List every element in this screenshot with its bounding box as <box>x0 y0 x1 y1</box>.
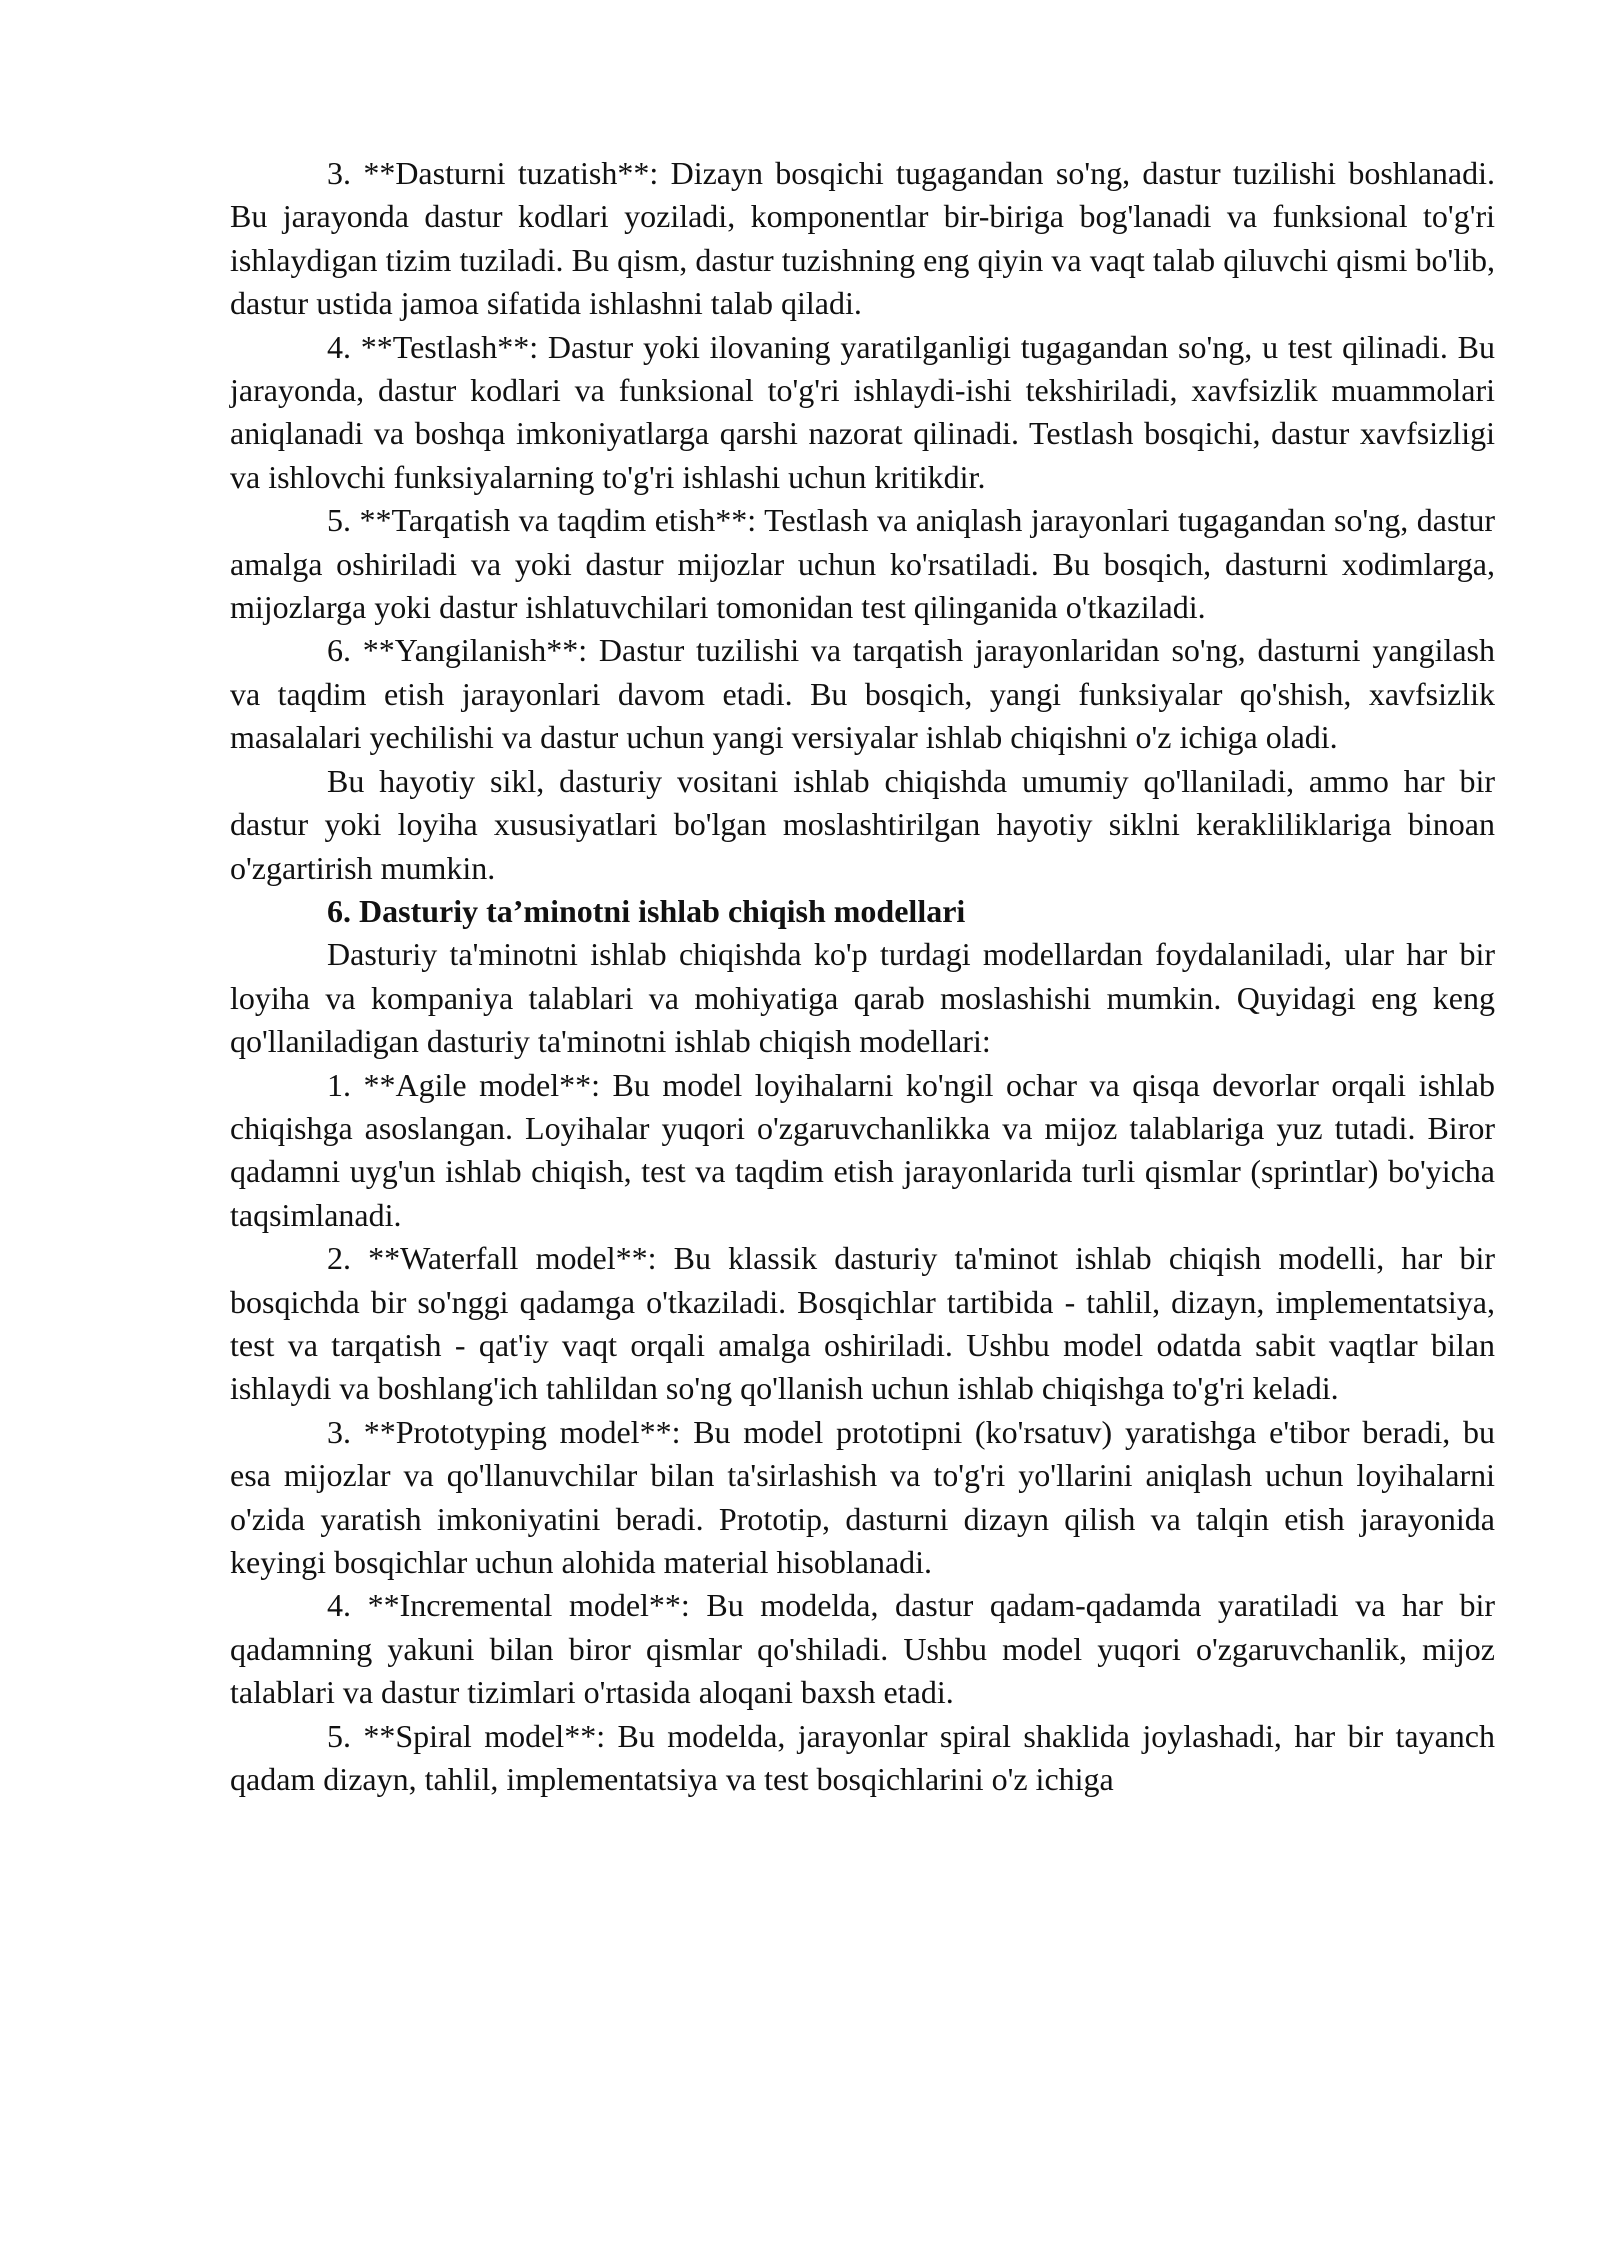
paragraph-stage-3-coding: 3. **Dasturni tuzatish**: Dizayn bosqichi tugagandan so'ng, dastur tuzilishi boshlanadi. Bu jarayonda dastur kodlari yoziladi, komponentlar bir-biriga bog'lanadi va funksional to'g'ri ishlaydigan tizim tuziladi. Bu qism, dastur tuzishning eng qiyin va vaqt talab qiluvchi qismi bo'lib, dastur ustida jamoa sifatida ishlashni talab qiladi. <box>230 155 1495 322</box>
document-page <box>230 152 1495 1801</box>
paragraph-spiral-model: 5. **Spiral model**: Bu modelda, jarayonlar spiral shaklida joylashadi, har bir tayanch qadam dizayn, tahlil, implementatsiya va test bosqichlarini o'z ichiga <box>230 1717 1495 1798</box>
paragraph-lifecycle-summary: Bu hayotiy sikl, dasturiy vositani ishlab chiqishda umumiy qo'llaniladi, ammo har bir dastur yoki loyiha xususiyatlari bo'lgan moslashtirilgan hayotiy siklni kerakliliklariga binoan o'zgartirish mumkin. <box>230 762 1495 886</box>
paragraph-waterfall-model: 2. **Waterfall model**: Bu klassik dasturiy ta'minot ishlab chiqish modelli, har bir bosqichda bir so'nggi qadamga o'tkaziladi. Bosqichlar tartibida - tahlil, dizayn, implementatsiya, test va tarqatish - qat'iy vaqt orqali amalga oshiriladi. Ushbu model odatda sabit vaqtlar bilan ishlaydi va boshlang'ich tahlildan so'ng qo'llanish uchun ishlab chiqishga to'g'ri keladi. <box>230 1240 1495 1407</box>
paragraph-stage-6-updating: 6. **Yangilanish**: Dastur tuzilishi va tarqatish jarayonlaridan so'ng, dasturni yangilash va taqdim etish jarayonlari davom etadi. Bu bosqich, yangi funksiyalar qo'shish, xavfsizlik masalalari yechilishi va dastur uchun yangi versiyalar ishlab chiqishni o'z ichiga oladi. <box>230 632 1495 756</box>
paragraph-models-intro: Dasturiy ta'minotni ishlab chiqishda ko'p turdagi modellardan foydalaniladi, ular har bir loyiha va kompaniya talablari va mohiyatiga qarab moslashishi mumkin. Quyidagi eng keng qo'llaniladigan dasturiy ta'minotni ishlab chiqish modellari: <box>230 936 1495 1060</box>
paragraph-agile-model: 1. **Agile model**: Bu model loyihalarni ko'ngil ochar va qisqa devorlar orqali ishlab chiqishga asoslangan. Loyihalar yuqori o'zgaruvchanlikka va mijoz talablariga yuz tutadi. Biror qadamni uyg'un ishlab chiqish, test va taqdim etish jarayonlarida turli qismlar (sprintlar) bo'yicha taqsimlanadi. <box>230 1066 1495 1233</box>
section-heading: 6. Dasturiy ta’minotni ishlab chiqish modellari <box>327 892 966 929</box>
paragraph-incremental-model: 4. **Incremental model**: Bu modelda, dastur qadam-qadamda yaratiladi va har bir qadamning yakuni bilan biror qismlar qo'shiladi. Ushbu model yuqori o'zgaruvchanlik, mijoz talablari va dastur tizimlari o'rtasida aloqani baxsh etadi. <box>230 1587 1495 1711</box>
paragraph-stage-4-testing: 4. **Testlash**: Dastur yoki ilovaning yaratilganligi tugagandan so'ng, u test qilinadi. Bu jarayonda, dastur kodlari va funksional to'g'ri ishlaydi-ishi tekshiriladi, xavfsizlik muammolari aniqlanadi va boshqa imkoniyatlarga qarshi nazorat qilinadi. Testlash bosqichi, dastur xavfsizligi va ishlovchi funksiyalarning to'g'ri ishlashi uchun kritikdir. <box>230 328 1495 495</box>
paragraph-stage-5-deployment: 5. **Tarqatish va taqdim etish**: Testlash va aniqlash jarayonlari tugagandan so'ng, dastur amalga oshiriladi va yoki dastur mijozlar uchun ko'rsatiladi. Bu bosqich, dasturni xodimlarga, mijozlarga yoki dastur ishlatuvchilari tomonidan test qilinganida o'tkaziladi. <box>230 502 1495 626</box>
paragraph-prototyping-model: 3. **Prototyping model**: Bu model prototipni (ko'rsatuv) yaratishga e'tibor beradi, bu esa mijozlar va qo'llanuvchilar bilan ta'sirlashish va to'g'ri yo'llarini aniqlash uchun loyihalarni o'zida yaratish imkoniyatini beradi. Prototip, dasturni dizayn qilish va talqin etish jarayonida keyingi bosqichlar uchun alohida material hisoblanadi. <box>230 1413 1495 1580</box>
